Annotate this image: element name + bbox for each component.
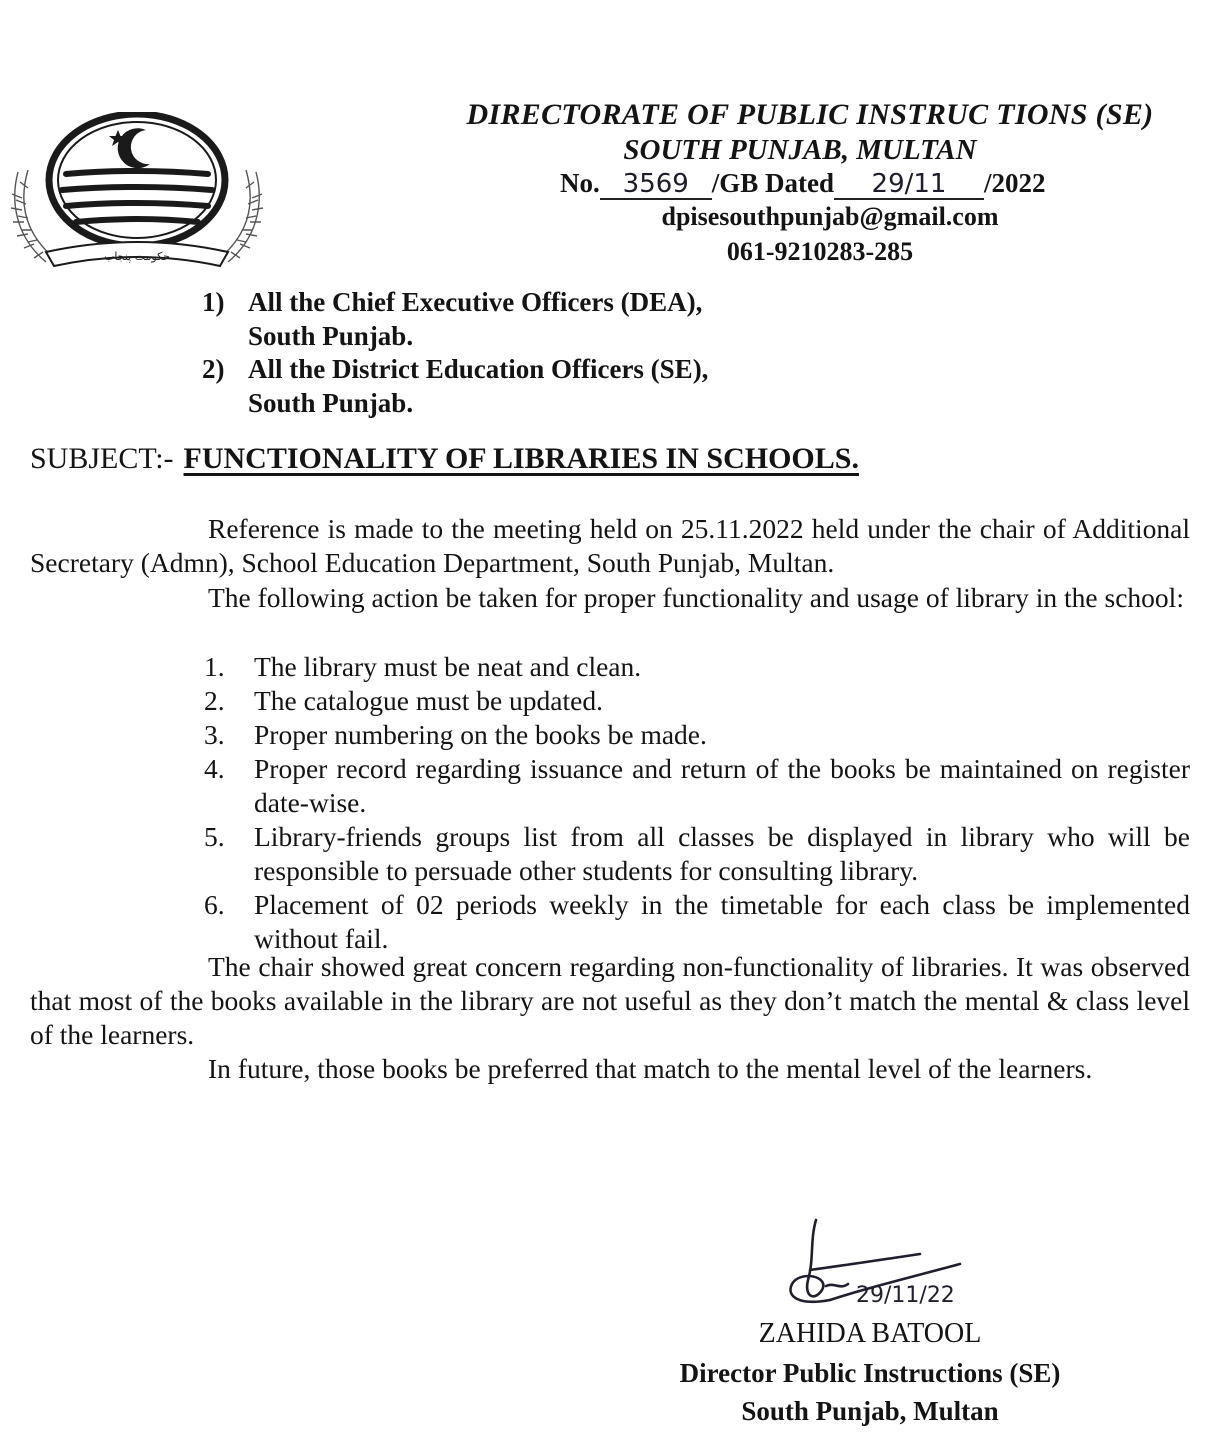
region-heading: SOUTH PUNJAB, MULTAN [623, 134, 977, 166]
addressee-item [202, 387, 708, 421]
addressee-item [202, 353, 708, 387]
subject-title: FUNCTIONALITY OF LIBRARIES IN SCHOOLS. [183, 442, 859, 475]
email-address: dpisesouthpunjab@gmail.com [661, 202, 999, 231]
list-item: 4. Proper record regarding issuance and return of the books be maintained on register date-wise. [204, 753, 1190, 818]
list-item: 2. The catalogue must be updated. [204, 685, 603, 716]
punjab-emblem-icon [6, 112, 268, 282]
ref-prefix: No. [560, 168, 600, 198]
ref-date: 29/11 [834, 170, 984, 200]
list-item: 6. Placement of 02 periods weekly in the timetable for each class be implemented without fail. [204, 889, 1190, 954]
addressee-number: 1) [202, 287, 225, 317]
list-item: 3. Proper numbering on the books be made. [204, 719, 707, 750]
emblem-caption: حکومت پنجاب [104, 250, 170, 263]
list-item: 5. Library-friends groups list from all classes be displayed in library who will be responsible to persuade other students for consulting library. [204, 821, 1190, 886]
addressee-item [202, 320, 708, 354]
ref-year: /2022 [984, 168, 1046, 198]
signatory-designation: Director Public Instructions (SE) [679, 1358, 1061, 1388]
action-intro-paragraph: The following action be taken for proper functionality and usage of library in the school: [208, 582, 1184, 613]
ref-number: 3569 [600, 170, 712, 200]
reference-paragraph: Reference is made to the meeting held on 25.11.2022 held under the chair of Additional Secretary (Admn), School Education Department, South Punjab, Multan. [30, 513, 1190, 578]
signature-mark [770, 1210, 990, 1330]
phone-number: 061-9210283-285 [726, 237, 914, 266]
signatory-location: South Punjab, Multan [741, 1396, 999, 1426]
office-heading: DIRECTORATE OF PUBLIC INSTRUC TIONS (SE) [466, 98, 1154, 131]
addressee-line: All the Chief Executive Officers (DEA), [248, 287, 703, 317]
signatory-name: ZAHIDA BATOOL [758, 1318, 982, 1349]
addressee-line: South Punjab. [248, 320, 414, 351]
addressee-line: All the District Education Officers (SE), [248, 354, 709, 384]
reference-line [560, 168, 1046, 200]
list-item: 1. The library must be neat and clean. [204, 651, 642, 682]
addressee-line: South Punjab. [248, 387, 414, 418]
ref-mid: /GB Dated [711, 168, 835, 198]
signature-date: 29/11/22 [856, 1283, 955, 1308]
addressee-list [202, 286, 708, 420]
addressee-item [202, 286, 708, 320]
future-paragraph: In future, those books be preferred that match to the mental level of the learners. [208, 1053, 1093, 1084]
addressee-number: 2) [202, 354, 225, 384]
subject-line [30, 442, 859, 476]
subject-label: SUBJECT:- [30, 442, 174, 475]
action-list [204, 650, 1190, 956]
concern-paragraph: The chair showed great concern regarding non-functionality of libraries. It was observed that most of the books available in the library are not useful as they don’t match the mental & class level of the learners. [30, 951, 1190, 1050]
